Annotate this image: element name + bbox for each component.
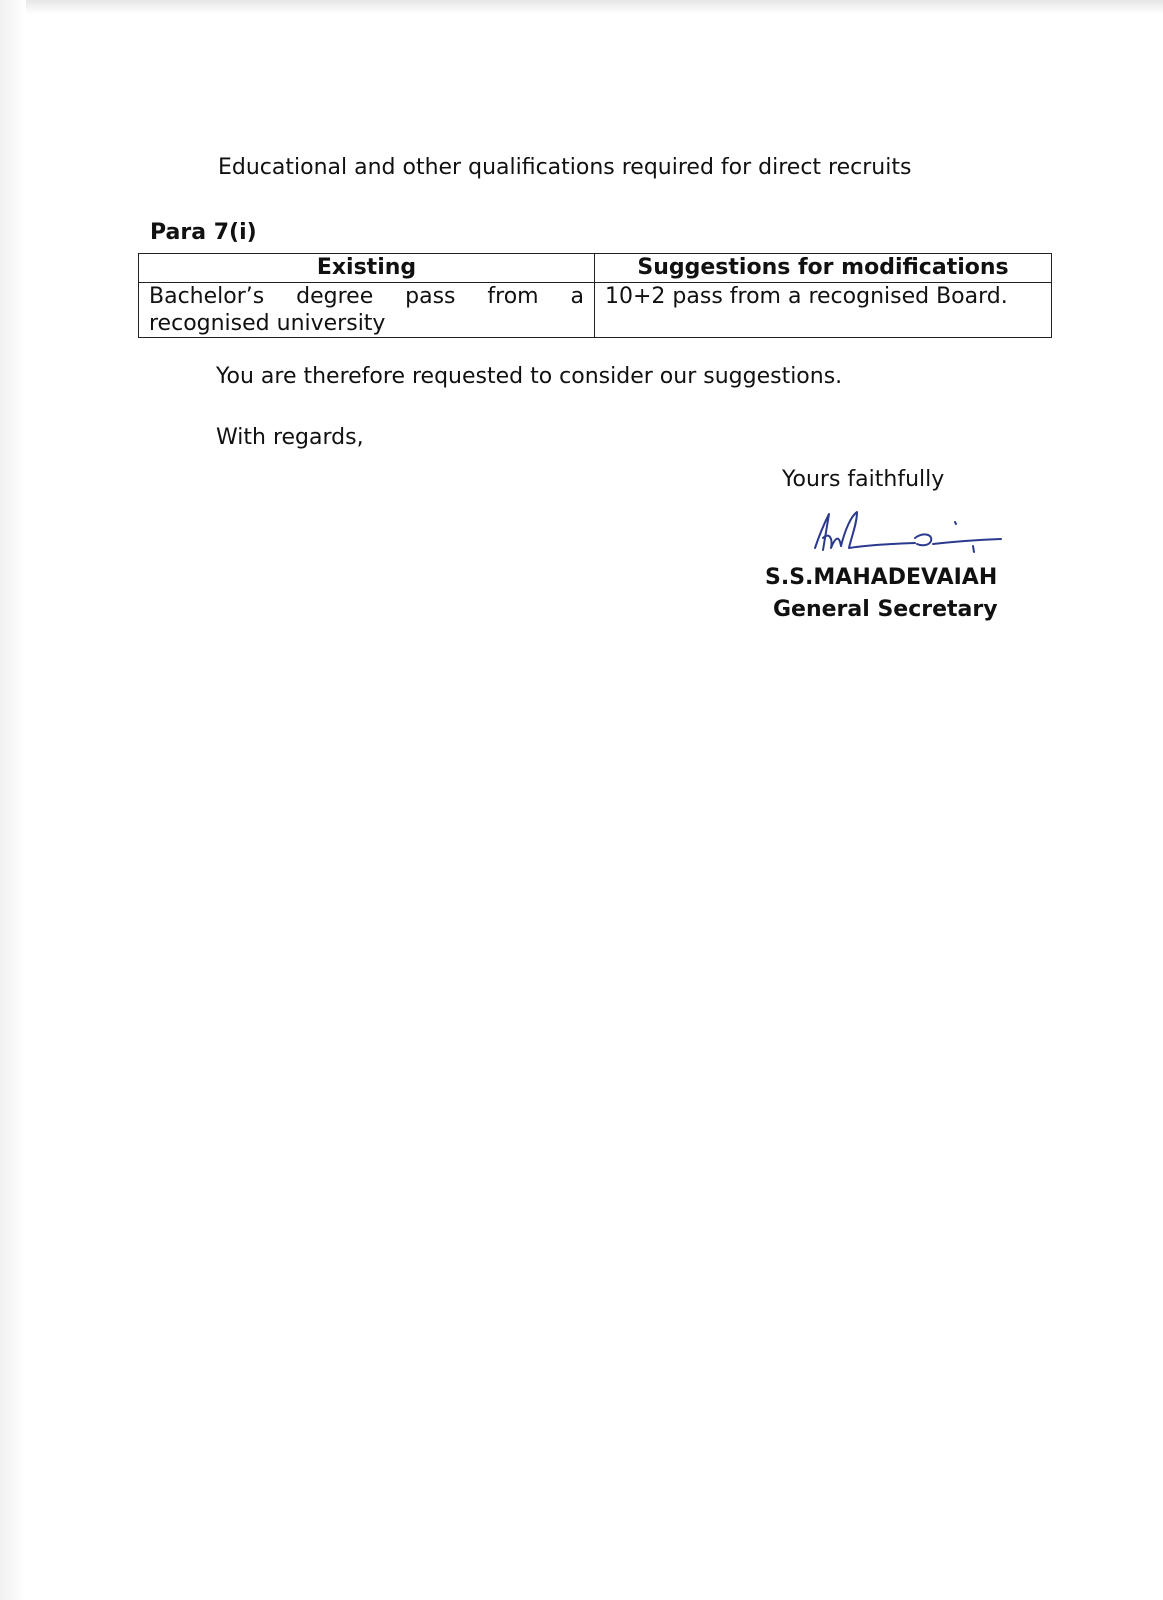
table-row: [139, 283, 1052, 338]
handwritten-signature: [805, 508, 1005, 568]
signatory-name: S.S.MAHADEVAIAH: [765, 565, 998, 590]
header-suggestions: Suggestions for modifications: [595, 254, 1052, 283]
qualifications-table: [138, 253, 1052, 338]
closing-text: Yours faithfully: [782, 467, 945, 492]
scan-edge-left: [0, 0, 26, 1600]
regards-text: With regards,: [216, 425, 364, 450]
cell-suggestion: 10+2 pass from a recognised Board.: [595, 283, 1052, 338]
para-label: Para 7(i): [150, 220, 257, 245]
header-existing: Existing: [139, 254, 595, 283]
signatory-title: General Secretary: [773, 597, 998, 622]
table-header-row: [139, 254, 1052, 283]
cell-existing: Bachelor’s degree pass from a recognised university: [139, 283, 595, 338]
scan-edge-top: [0, 0, 1163, 14]
request-text: You are therefore requested to consider our suggestions.: [216, 364, 843, 389]
document-heading: Educational and other qualifications required for direct recruits: [218, 155, 912, 180]
